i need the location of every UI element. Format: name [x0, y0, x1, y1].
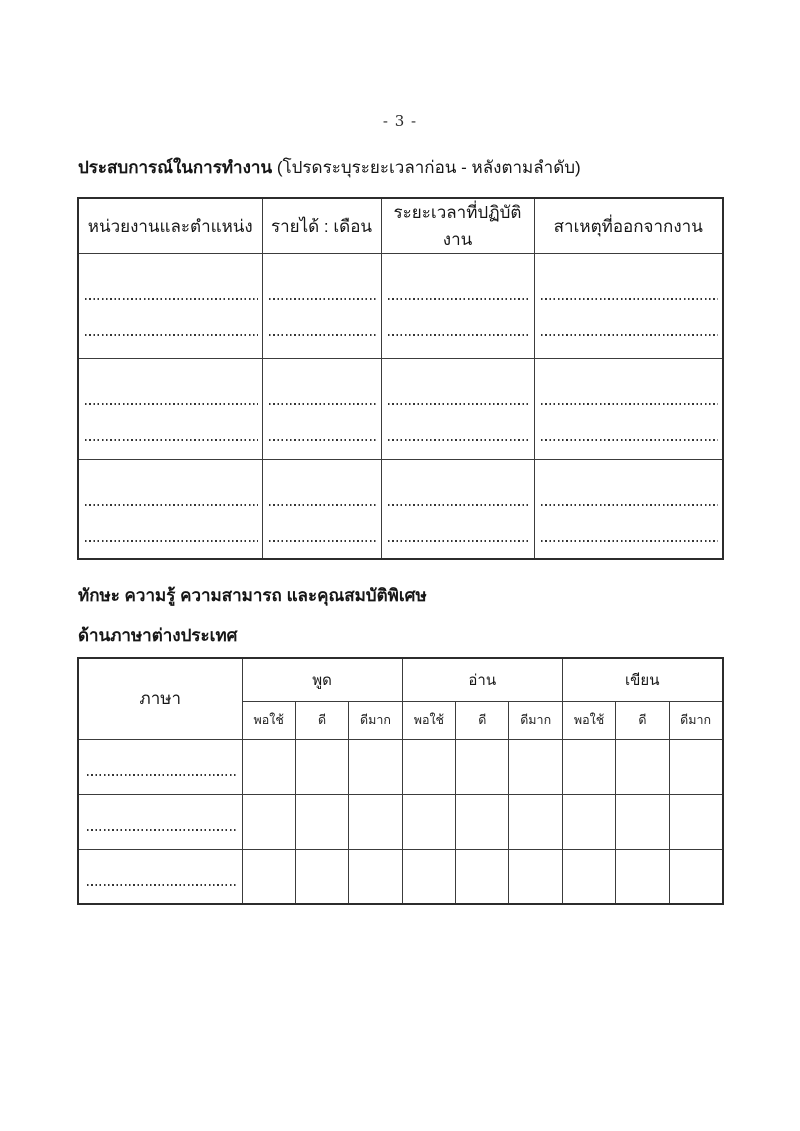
dotted-fill-line: [87, 884, 236, 886]
dotted-fill-line: [87, 774, 236, 776]
checkbox-cell: [562, 849, 615, 904]
checkbox-cell: [616, 849, 669, 904]
checkbox-cell: [402, 739, 455, 794]
experience-heading-text: ประสบการณ์ในการทำงาน: [78, 158, 273, 177]
col-header-write-fair: พอใช้: [562, 701, 615, 739]
experience-table: [77, 197, 724, 560]
col-header-write: เขียน: [562, 658, 722, 701]
dotted-fill-line: [87, 829, 236, 831]
dotted-fill-line: [388, 298, 530, 300]
experience-header-row: [78, 198, 723, 254]
checkbox-cell: [349, 794, 402, 849]
checkbox-cell: [669, 794, 723, 849]
dotted-fill-line: [269, 334, 377, 336]
fill-cell-income: [262, 359, 381, 460]
checkbox-cell: [295, 739, 348, 794]
col-header-read: อ่าน: [402, 658, 562, 701]
col-header-write-good: ดี: [616, 701, 669, 739]
dotted-fill-line: [541, 298, 719, 300]
experience-heading-note: (โปรดระบุระยะเวลาก่อน - หลังตามลำดับ): [276, 158, 581, 177]
checkbox-cell: [402, 849, 455, 904]
col-header-write-excellent: ดีมาก: [669, 701, 723, 739]
dotted-fill-line: [85, 298, 258, 300]
col-header-organization-position: หน่วยงานและตำแหน่ง: [78, 198, 262, 254]
checkbox-cell: [349, 739, 402, 794]
fill-cell-duration: [381, 254, 534, 359]
experience-row: [78, 359, 723, 460]
dotted-fill-line: [85, 504, 258, 506]
dotted-fill-line: [269, 403, 377, 405]
col-header-speak: พูด: [242, 658, 402, 701]
checkbox-cell: [669, 739, 723, 794]
fill-cell-language-name: [78, 794, 242, 849]
col-header-speak-fair: พอใช้: [242, 701, 295, 739]
language-row: [78, 794, 723, 849]
checkbox-cell: [295, 794, 348, 849]
language-row: [78, 739, 723, 794]
checkbox-cell: [349, 849, 402, 904]
checkbox-cell: [242, 849, 295, 904]
dotted-fill-line: [85, 540, 258, 542]
fill-cell-organization: [78, 254, 262, 359]
dotted-fill-line: [388, 504, 530, 506]
page-number: - 3 -: [382, 112, 418, 130]
dotted-fill-line: [541, 540, 719, 542]
fill-cell-income: [262, 254, 381, 359]
language-skills-table: [77, 657, 724, 905]
language-row: [78, 849, 723, 904]
fill-cell-reason: [534, 359, 723, 460]
dotted-fill-line: [85, 439, 258, 441]
experience-section-heading: [78, 154, 581, 181]
dotted-fill-line: [269, 504, 377, 506]
checkbox-cell: [295, 849, 348, 904]
language-group-header-row: [78, 658, 723, 701]
col-header-reason-for-leaving: สาเหตุที่ออกจากงาน: [534, 198, 723, 254]
checkbox-cell: [242, 739, 295, 794]
checkbox-cell: [456, 739, 509, 794]
fill-cell-reason: [534, 460, 723, 559]
dotted-fill-line: [269, 540, 377, 542]
checkbox-cell: [456, 849, 509, 904]
dotted-fill-line: [541, 504, 719, 506]
checkbox-cell: [509, 739, 562, 794]
dotted-fill-line: [541, 403, 719, 405]
dotted-fill-line: [541, 334, 719, 336]
dotted-fill-line: [85, 403, 258, 405]
checkbox-cell: [562, 739, 615, 794]
checkbox-cell: [616, 739, 669, 794]
dotted-fill-line: [85, 334, 258, 336]
checkbox-cell: [509, 849, 562, 904]
col-header-read-good: ดี: [456, 701, 509, 739]
dotted-fill-line: [388, 403, 530, 405]
foreign-language-subheading: ด้านภาษาต่างประเทศ: [78, 626, 238, 645]
checkbox-cell: [456, 794, 509, 849]
fill-cell-income: [262, 460, 381, 559]
col-header-speak-excellent: ดีมาก: [349, 701, 402, 739]
checkbox-cell: [616, 794, 669, 849]
experience-row: [78, 254, 723, 359]
fill-cell-duration: [381, 460, 534, 559]
checkbox-cell: [669, 849, 723, 904]
checkbox-cell: [242, 794, 295, 849]
dotted-fill-line: [388, 334, 530, 336]
col-header-income-per-month: รายได้ : เดือน: [262, 198, 381, 254]
fill-cell-reason: [534, 254, 723, 359]
fill-cell-organization: [78, 359, 262, 460]
col-header-read-excellent: ดีมาก: [509, 701, 562, 739]
skills-section-heading: ทักษะ ความรู้ ความสามารถ และคุณสมบัติพิเศษ: [78, 586, 427, 605]
col-header-language: ภาษา: [78, 658, 242, 739]
checkbox-cell: [509, 794, 562, 849]
experience-row: [78, 460, 723, 559]
col-header-work-duration: ระยะเวลาที่ปฏิบัติงาน: [381, 198, 534, 254]
fill-cell-language-name: [78, 739, 242, 794]
fill-cell-duration: [381, 359, 534, 460]
col-header-speak-good: ดี: [295, 701, 348, 739]
dotted-fill-line: [388, 540, 530, 542]
col-header-read-fair: พอใช้: [402, 701, 455, 739]
fill-cell-organization: [78, 460, 262, 559]
fill-cell-language-name: [78, 849, 242, 904]
checkbox-cell: [402, 794, 455, 849]
dotted-fill-line: [269, 298, 377, 300]
dotted-fill-line: [388, 439, 530, 441]
dotted-fill-line: [541, 439, 719, 441]
checkbox-cell: [562, 794, 615, 849]
dotted-fill-line: [269, 439, 377, 441]
